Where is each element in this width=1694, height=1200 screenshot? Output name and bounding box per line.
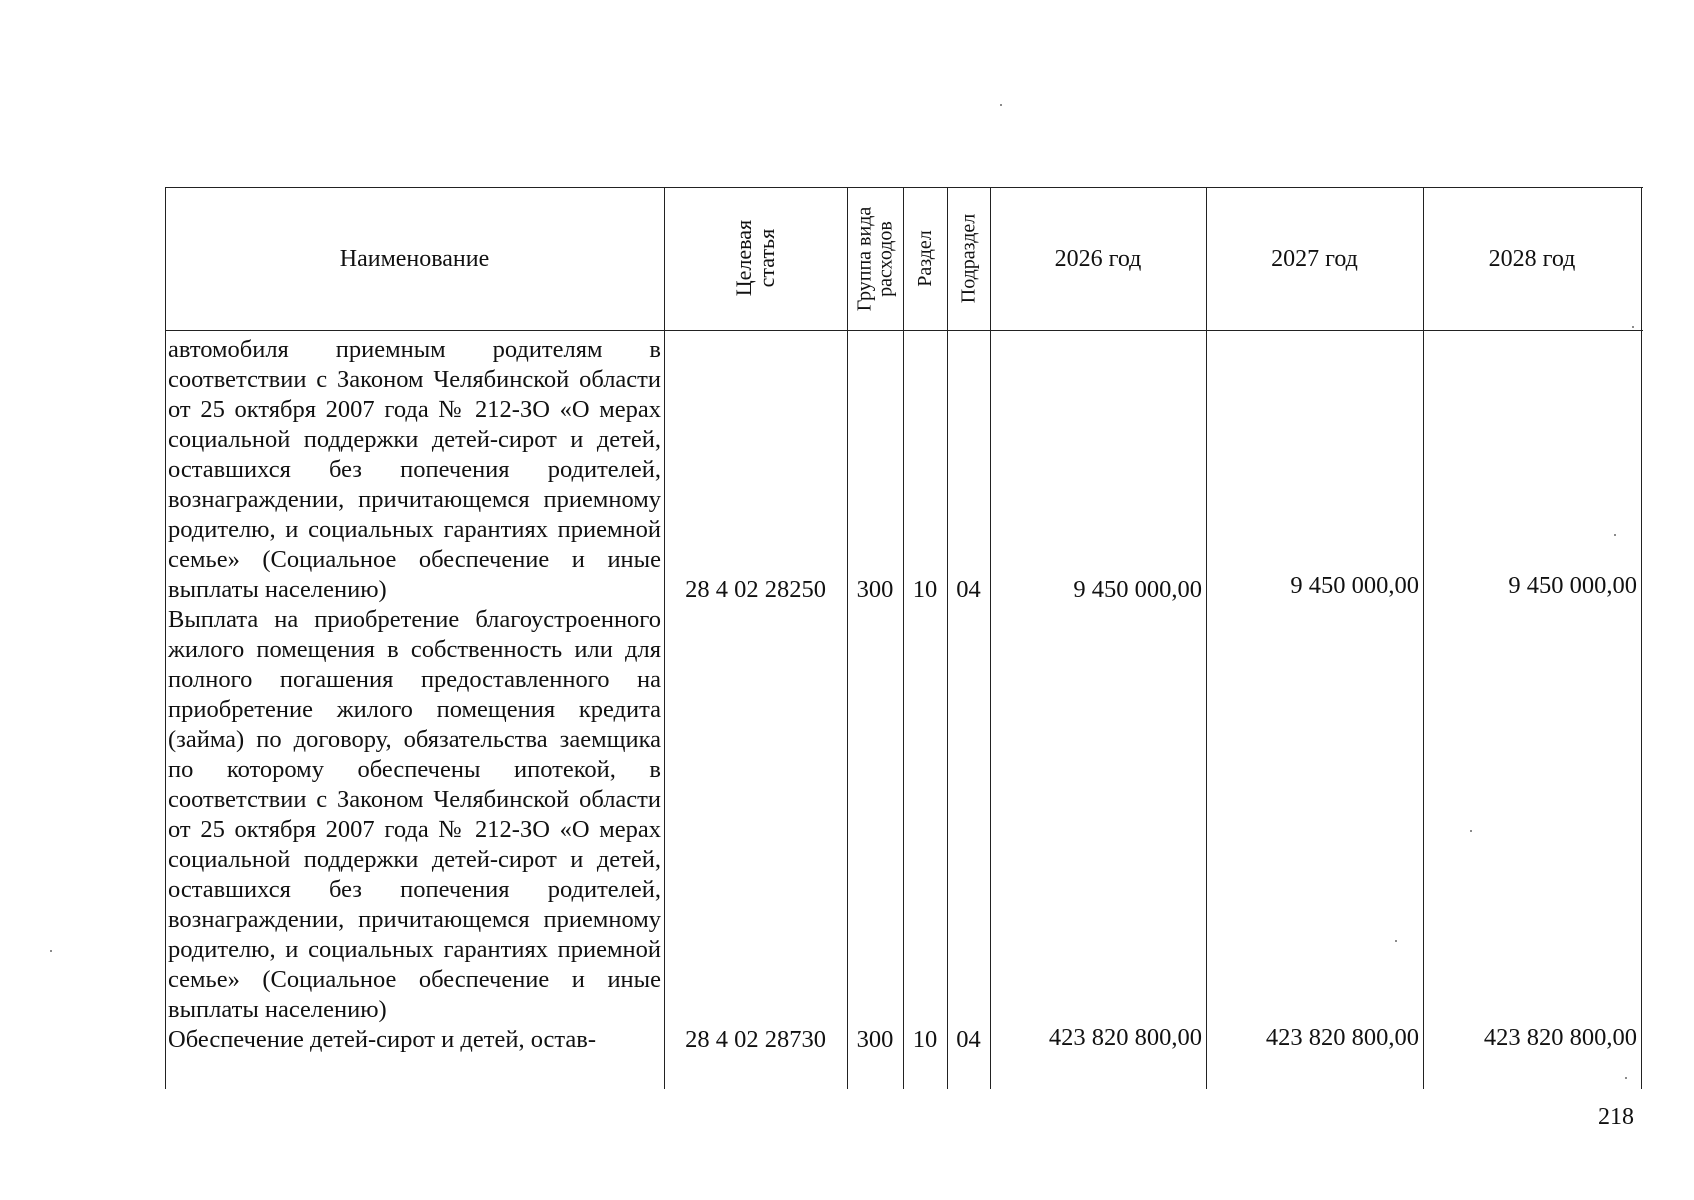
scan-speck <box>1614 534 1616 536</box>
scan-speck <box>1000 104 1002 106</box>
header-year-2028: 2028 год <box>1488 245 1576 272</box>
row-2-expense-group: 300 <box>856 1026 894 1053</box>
row-1-subsection: 04 <box>956 576 981 603</box>
row-1-target-article: 28 4 02 28250 <box>685 576 826 603</box>
row-2-subsection: 04 <box>956 1026 981 1053</box>
header-expense-group-line1: Группа вида <box>853 206 875 311</box>
row-1-2026: 9 450 000,00 <box>1073 576 1202 603</box>
row-2-2027: 423 820 800,00 <box>1265 1024 1419 1051</box>
scan-speck <box>50 950 52 952</box>
scan-speck <box>1395 940 1397 942</box>
header-section <box>903 187 947 330</box>
scan-speck <box>1625 1077 1627 1079</box>
header-year-2026: 2026 год <box>1054 245 1142 272</box>
row-2-2028: 423 820 800,00 <box>1483 1024 1637 1051</box>
header-subsection-label: Подраздел <box>957 213 979 304</box>
col-border-right <box>1641 187 1642 1089</box>
row-1-2027: 9 450 000,00 <box>1290 572 1419 599</box>
budget-table <box>165 183 1643 1085</box>
header-subsection <box>947 187 990 330</box>
row-1-section: 10 <box>912 576 938 603</box>
header-bottom-border <box>165 330 1643 331</box>
header-expense-group-line2: расходов <box>874 220 896 297</box>
scan-speck <box>1632 326 1634 328</box>
header-target-article <box>664 187 847 330</box>
header-section-label: Раздел <box>913 230 936 287</box>
row-2-2026: 423 820 800,00 <box>1048 1024 1202 1051</box>
row-1-expense-group: 300 <box>856 576 894 603</box>
row-3-name: Обеспечение детей-сирот и детей, остав- <box>168 1026 597 1053</box>
header-expense-group <box>847 187 903 330</box>
name-column <box>168 335 661 1055</box>
scan-speck <box>1470 830 1472 832</box>
header-name: Наименование <box>339 245 490 272</box>
row-2-target-article: 28 4 02 28730 <box>685 1026 826 1053</box>
row-1-name: автомобиля приемным родителям в соответствии с Законом Челябинской области от 25 октября 2007 года № 212-ЗО «О мерах социальной поддержки детей-сирот и детей, оставшихся без попечения родителей, вознаграждении, причитающемся приемному родителю, и социальных гарантиях приемной семье» (Социальное обеспечение и иные выплаты населению) <box>168 336 661 603</box>
row-1-2028: 9 450 000,00 <box>1508 572 1637 599</box>
header-target-article-line1: Целевая <box>731 220 757 297</box>
page-number: 218 <box>1598 1104 1634 1130</box>
row-2-name: Выплата на приобретение благоустроенного жилого помещения в собственность или для полного погашения предоставленного на приобретение жилого помещения кредита (займа) по договору, обязательства заемщика по которому обеспечены ипотекой, в соответствии с Законом Челябинской области от 25 октября 2007 года № 212-ЗО «О мерах социальной поддержки детей-сирот и детей, оставшихся без попечения родителей, вознаграждении, причитающемся приемному родителю, и социальных гарантиях приемной семье» (Социальное обеспечение и иные выплаты населению) <box>168 606 661 1023</box>
header-target-article-line2: статья <box>754 229 780 288</box>
row-2-section: 10 <box>912 1026 938 1053</box>
header-year-2027: 2027 год <box>1271 245 1358 272</box>
